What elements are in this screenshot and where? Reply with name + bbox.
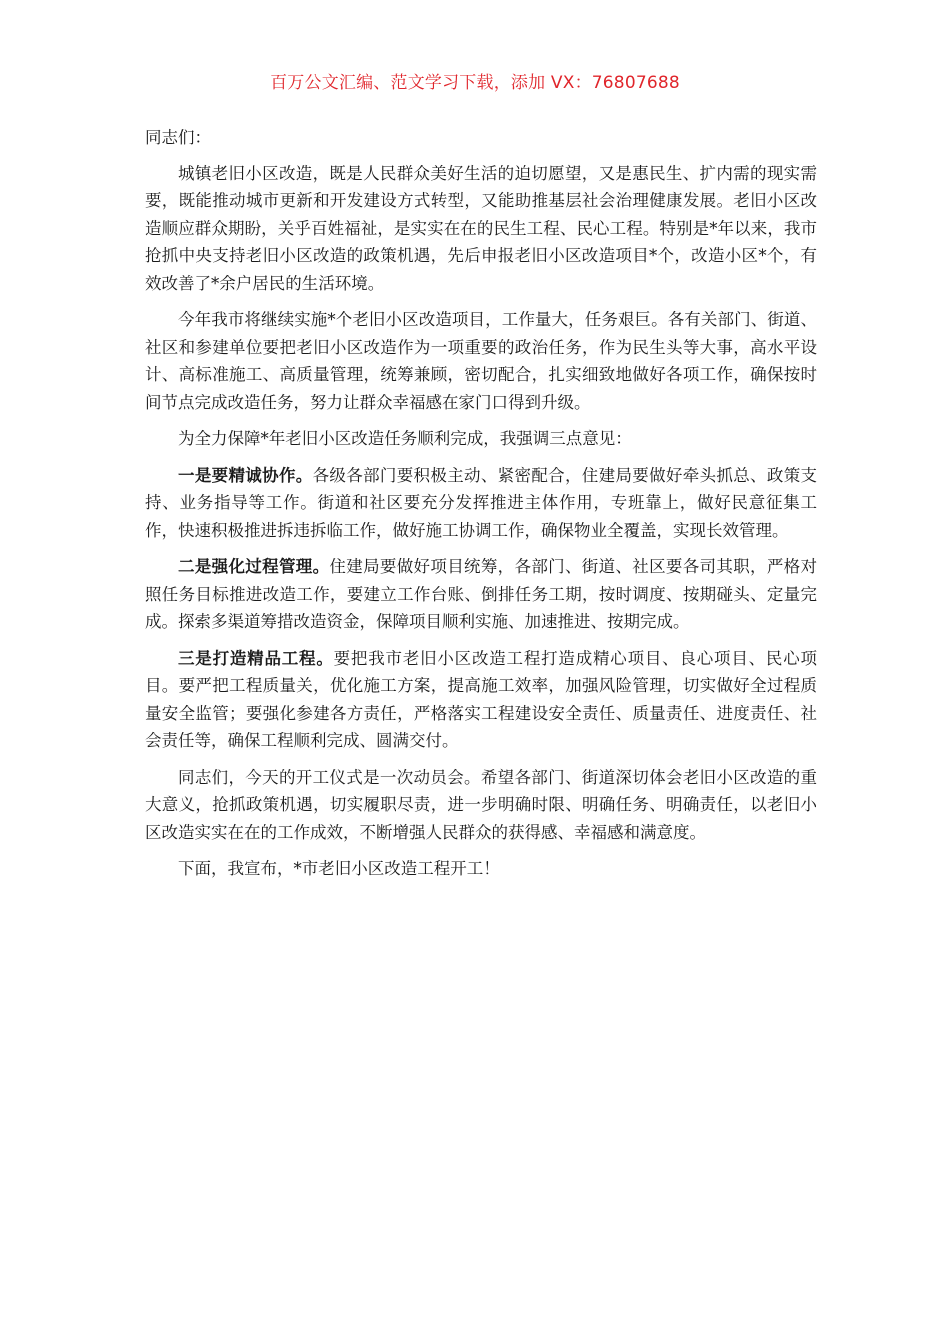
paragraph-text: 城镇老旧小区改造，既是人民群众美好生活的迫切愿望，又是惠民生、扩内需的现实需要，既能推动城市更新和开发建设方式转型，又能助推基层社会治理健康发展。老旧小区改造顺应群众期盼，关乎百姓福祉，是实实在在的民生工程、民心工程。特别是*年以来，我市抢抓中央支持老旧小区改造的政策机遇，先后申报老旧小区改造项目*个，改造小区*个，有效改善了*余户居民的生活环境。 xyxy=(145,163,817,293)
paragraph-lead: 二是强化过程管理。 xyxy=(178,557,330,576)
paragraph-text: 要把我市老旧小区改造工程打造成精心项目、良心项目、民心项目。要严把工程质量关，优化施工方案，提高施工效率，加强风险管理，切实做好全过程质量安全监管；要强化参建各方责任，严格落实工程建设安全责任、质量责任、进度责任、社会责任等，确保工程顺利完成、圆满交付。 xyxy=(145,648,818,750)
paragraph-text: 下面，我宣布，*市老旧小区改造工程开工！ xyxy=(178,859,500,878)
paragraph xyxy=(145,462,817,545)
paragraph-text: 今年我市将继续实施*个老旧小区改造项目，工作量大，任务艰巨。各有关部门、街道、社区和参建单位要把老旧小区改造作为一项重要的政治任务，作为民生头等大事，高水平设计、高标准施工、高质量管理，统筹兼顾，密切配合，扎实细致地做好各项工作，确保按时间节点完成改造任务，努力让群众幸福感在家门口得到升级。 xyxy=(145,310,817,412)
paragraph xyxy=(145,306,817,416)
paragraph xyxy=(145,425,817,453)
paragraph-lead: 一是要精诚协作。 xyxy=(178,465,313,485)
paragraph-text: 为全力保障*年老旧小区改造任务顺利完成，我强调三点意见： xyxy=(178,429,632,448)
salutation: 同志们： xyxy=(145,128,211,147)
document-body xyxy=(145,124,817,892)
paragraph-lead: 三是打造精品工程。 xyxy=(178,648,334,668)
paragraph xyxy=(145,855,817,883)
paragraph xyxy=(145,553,817,636)
paragraph xyxy=(145,160,817,298)
paragraph-text: 住建局要做好项目统筹，各部门、街道、社区要各司其职，严格对照任务目标推进改造工作，要建立工作台账、倒排任务工期，按时调度、按期碰头、定量完成。探索多渠道筹措改造资金，保障项目顺利实施、加速推进、按期完成。 xyxy=(145,557,818,631)
paragraph-text: 同志们，今天的开工仪式是一次动员会。希望各部门、街道深切体会老旧小区改造的重大意义，抢抓政策机遇，切实履职尽责，进一步明确时限、明确任务、明确责任，以老旧小区改造实实在在的工作成效，不断增强人民群众的获得感、幸福感和满意度。 xyxy=(145,767,817,842)
paragraph xyxy=(145,645,817,755)
paragraph xyxy=(145,764,817,847)
paragraph-text: 各级各部门要积极主动、紧密配合，住建局要做好牵头抓总、政策支持、业务指导等工作。街道和社区要充分发挥推进主体作用，专班靠上，做好民意征集工作，快速积极推进拆违拆临工作，做好施工协调工作，确保物业全覆盖，实现长效管理。 xyxy=(145,465,818,540)
header-banner: 百万公文汇编、范文学习下载，添加 VX：76807688 xyxy=(270,73,680,93)
